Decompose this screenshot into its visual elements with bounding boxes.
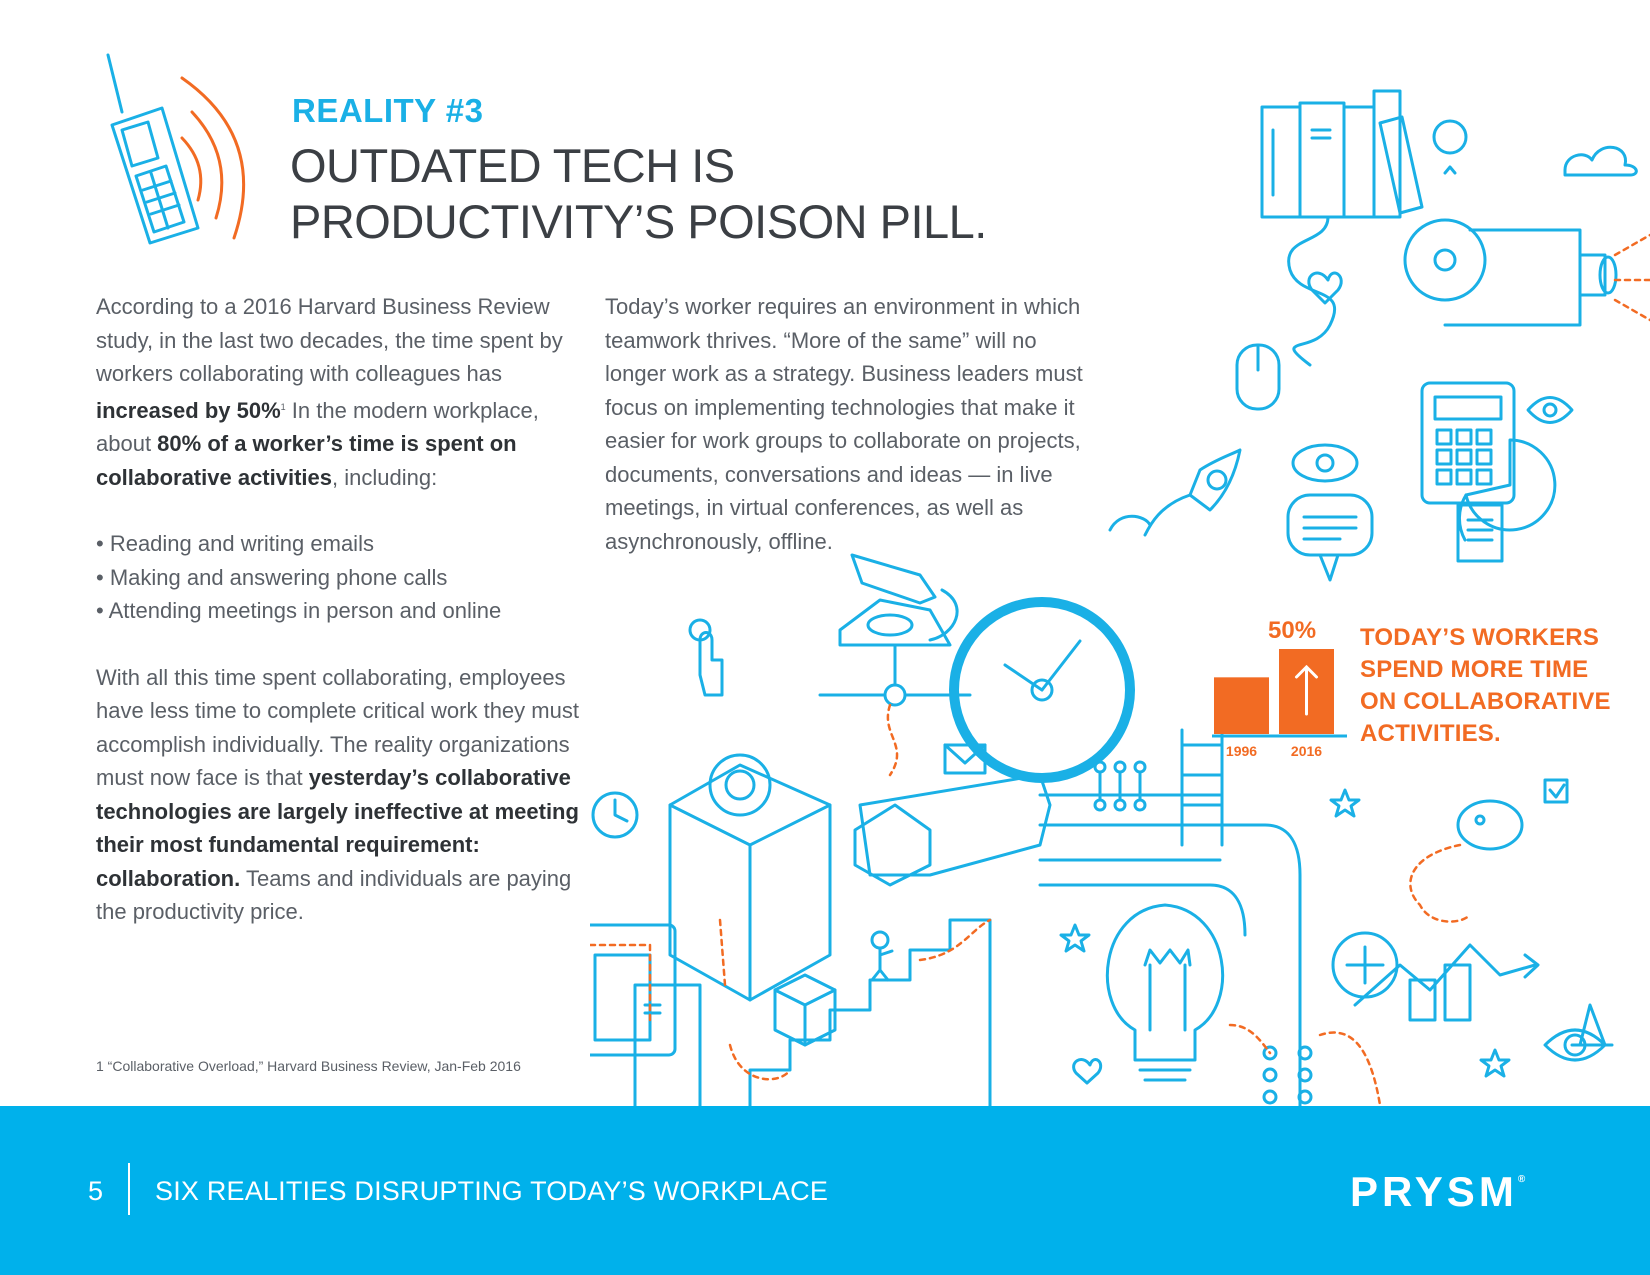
intro-paragraph — [96, 290, 586, 494]
intro-text-1: According to a 2016 Harvard Business Review study, in the last two decades, the time spent by workers collaborating with colleagues has — [96, 294, 563, 386]
footnote-marker: 1 — [280, 401, 286, 412]
brand-name: PRYSM — [1350, 1168, 1518, 1215]
strategy-paragraph: Today’s worker requires an environment in which teamwork thrives. “More of the same” will no longer work as a strategy. Business leaders must focus on implementing technologies that make it easier for work groups to collaborate on projects, documents, conversations and ideas — in live meetings, in virtual conferences, as well as asynchronously, offline. — [605, 294, 1083, 554]
office-illustration — [590, 85, 1650, 1115]
body-column-left — [96, 290, 586, 929]
registered-mark: ® — [1517, 1174, 1526, 1185]
tick-label: 1996 — [1225, 743, 1258, 759]
document-title: SIX REALITIES DISRUPTING TODAY’S WORKPLACE — [155, 1176, 829, 1206]
footer-divider — [128, 1163, 130, 1215]
page-title-line-1: OUTDATED TECH IS — [290, 139, 735, 192]
growth-chart — [1212, 620, 1352, 765]
intro-highlight-1: increased by 50% — [96, 397, 281, 423]
tick-label: 2016 — [1290, 743, 1323, 759]
conclusion-text-1: With all this time spent collaborating, employees have less time to complete critical work they must accomplish individually. The reality organizations must now face is that — [96, 664, 579, 790]
list-item: • Making and answering phone calls — [96, 564, 448, 590]
percent-label: 50% — [1268, 620, 1317, 644]
intro-highlight-2: 80% of a worker’s time is spent on collaborative activities — [96, 431, 517, 490]
mobile-phone-icon — [100, 50, 270, 255]
stat-line-2: SPEND MORE TIME — [1360, 656, 1589, 683]
page-title-line-2: PRODUCTIVITY’S POISON PILL. — [290, 195, 987, 248]
brand-logo — [1350, 1168, 1525, 1216]
stat-line-3: ON COLLABORATIVE — [1360, 688, 1611, 715]
stat-line-4: ACTIVITIES. — [1360, 720, 1501, 747]
section-kicker: REALITY #3 — [292, 92, 484, 129]
page-number: 5 — [88, 1176, 104, 1206]
activity-list — [96, 527, 586, 628]
conclusion-text-2: Teams and individuals are paying the productivity price. — [96, 865, 572, 924]
stat-line-1: TODAY’S WORKERS — [1360, 624, 1600, 651]
bar-1996 — [1214, 677, 1269, 734]
list-item: • Attending meetings in person and online — [96, 598, 502, 623]
conclusion-paragraph — [96, 661, 586, 929]
intro-text-3: , including: — [332, 464, 438, 490]
stat-callout — [1360, 622, 1611, 750]
intro-text-2: In the modern workplace, about — [96, 397, 539, 456]
footnote: 1 “Collaborative Overload,” Harvard Business Review, Jan-Feb 2016 — [96, 1058, 521, 1074]
list-item: • Reading and writing emails — [96, 531, 374, 556]
conclusion-highlight: yesterday’s collaborative technologies are largely ineffective at meeting their most fundamental requirement: collaboration. — [96, 765, 579, 891]
